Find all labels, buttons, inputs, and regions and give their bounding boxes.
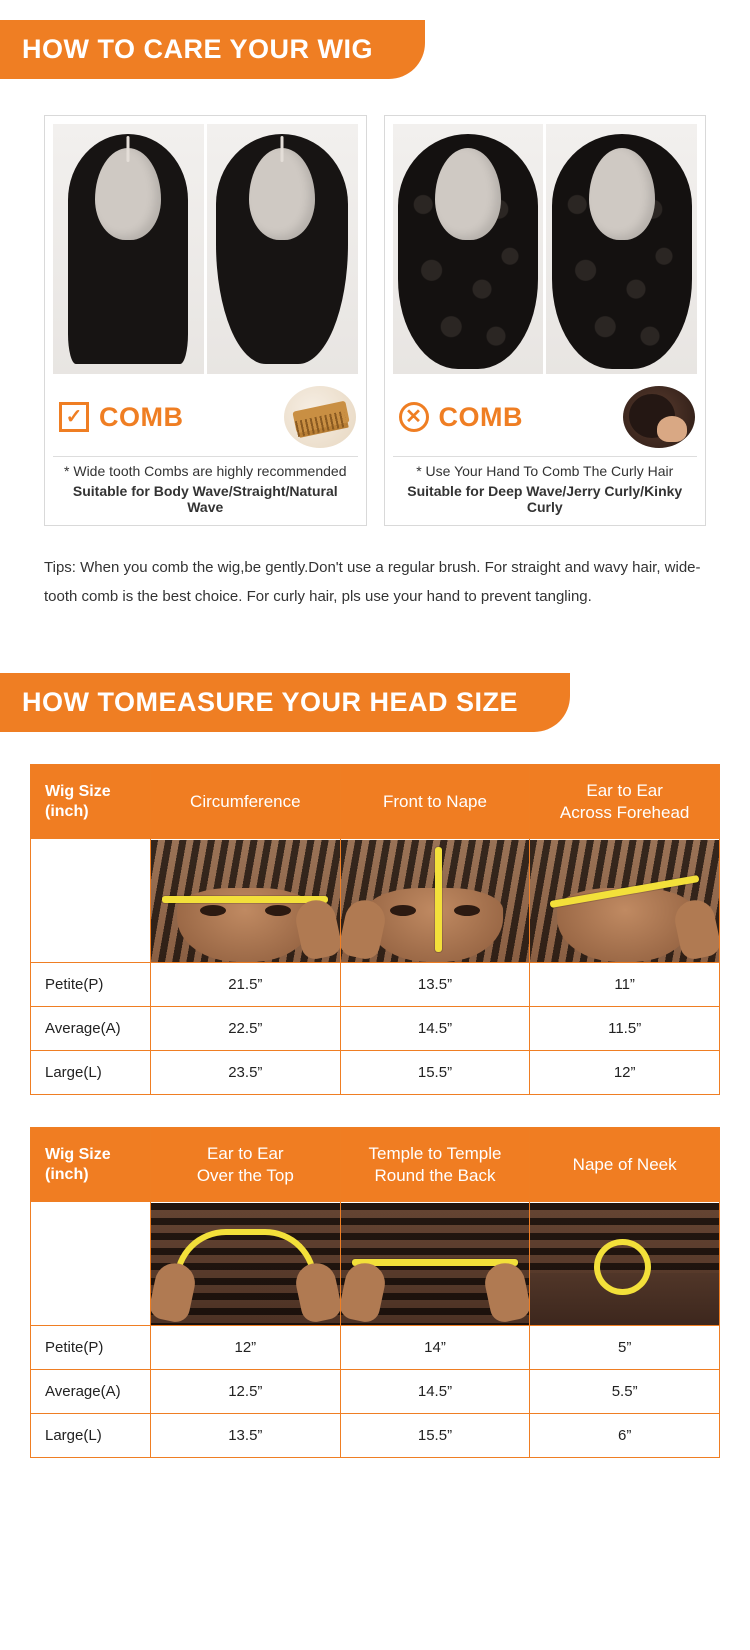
value-ear-to-ear-top-large: 13.5” bbox=[151, 1414, 341, 1458]
comb-label: COMB bbox=[99, 401, 184, 432]
header-wig-size-line1: Wig Size bbox=[45, 782, 111, 800]
care-card-1-note: * Wide tooth Combs are highly recommended bbox=[64, 463, 347, 479]
measuring-tape bbox=[594, 1239, 651, 1295]
value-nape-large: 6” bbox=[530, 1414, 720, 1458]
table-image-row bbox=[31, 839, 720, 963]
measure-photo bbox=[151, 840, 340, 962]
value-circumference-petite: 21.5” bbox=[151, 963, 341, 1007]
header-wig-size-line2: (inch) bbox=[45, 1165, 89, 1183]
header-ear-to-ear-across-forehead bbox=[530, 765, 720, 839]
header-line2: Round the Back bbox=[374, 1165, 496, 1185]
header-line1: Ear to Ear bbox=[207, 1144, 284, 1164]
measure-banner-wrap bbox=[0, 673, 750, 732]
value-front-to-nape-average: 14.5” bbox=[340, 1007, 530, 1051]
header-line1: Ear to Ear bbox=[586, 781, 663, 801]
header-wig-size bbox=[31, 765, 151, 839]
value-ear-to-ear-forehead-petite: 11” bbox=[530, 963, 720, 1007]
care-banner-wrap bbox=[0, 20, 750, 79]
measure-table-2-head bbox=[31, 1128, 720, 1202]
table-row bbox=[31, 963, 720, 1007]
table-row bbox=[31, 1051, 720, 1095]
header-temple-to-temple bbox=[340, 1128, 530, 1202]
care-card-2-photos bbox=[393, 124, 698, 374]
row-label-petite: Petite(P) bbox=[31, 1326, 151, 1370]
value-circumference-average: 22.5” bbox=[151, 1007, 341, 1051]
straight-hair-wig-photo bbox=[53, 124, 204, 374]
header-nape-of-neek: Nape of Neek bbox=[530, 1128, 720, 1202]
measure-table-1-wrap bbox=[0, 764, 750, 1095]
care-tips-text: Tips: When you comb the wig,be gently.Don't use a regular brush. For straight and wavy hair, wide-tooth comb is the best choice. For curly hair, pls use your hand to prevent tangling. bbox=[44, 559, 701, 605]
table-image-row bbox=[31, 1202, 720, 1326]
eye-left bbox=[390, 905, 416, 916]
row-label-petite: Petite(P) bbox=[31, 963, 151, 1007]
care-section-banner: HOW TO CARE YOUR WIG bbox=[0, 20, 425, 79]
value-circumference-large: 23.5” bbox=[151, 1051, 341, 1095]
value-nape-average: 5.5” bbox=[530, 1370, 720, 1414]
table-row bbox=[31, 1414, 720, 1458]
care-card-2-note: * Use Your Hand To Comb The Curly Hair bbox=[416, 463, 674, 479]
hand-combing-icon bbox=[623, 386, 695, 448]
table-header-row bbox=[31, 1128, 720, 1202]
measure-photo bbox=[341, 1203, 530, 1325]
value-ear-to-ear-forehead-average: 11.5” bbox=[530, 1007, 720, 1051]
empty-cell bbox=[31, 839, 151, 963]
divider bbox=[393, 456, 698, 457]
photo-circumference bbox=[151, 839, 341, 963]
header-line2: Across Forehead bbox=[559, 802, 690, 822]
value-ear-to-ear-top-petite: 12” bbox=[151, 1326, 341, 1370]
measure-table-2 bbox=[30, 1127, 720, 1458]
body-wave-wig-photo bbox=[207, 124, 358, 374]
measure-photo bbox=[530, 840, 719, 962]
care-card-2-note-bold: Suitable for Deep Wave/Jerry Curly/Kinky Curly bbox=[407, 483, 683, 515]
header-front-to-nape: Front to Nape bbox=[340, 765, 530, 839]
table-row bbox=[31, 1007, 720, 1051]
header-ear-to-ear-over-top bbox=[151, 1128, 341, 1202]
header-wig-size-line1: Wig Size bbox=[45, 1145, 111, 1163]
comb-label: COMB bbox=[438, 401, 523, 432]
row-label-average: Average(A) bbox=[31, 1007, 151, 1051]
value-temple-to-temple-average: 14.5” bbox=[340, 1370, 530, 1414]
care-cards-row bbox=[0, 115, 750, 526]
care-card-comb-not-recommended bbox=[384, 115, 707, 526]
care-card-comb-recommended bbox=[44, 115, 367, 526]
measure-table-1 bbox=[30, 764, 720, 1095]
measure-photo bbox=[341, 840, 530, 962]
measure-table-2-body bbox=[31, 1202, 720, 1458]
wooden-comb-icon bbox=[284, 386, 356, 448]
header-circumference: Circumference bbox=[151, 765, 341, 839]
empty-cell bbox=[31, 1202, 151, 1326]
photo-ear-to-ear-over-top bbox=[151, 1202, 341, 1326]
divider bbox=[53, 456, 358, 457]
row-label-average: Average(A) bbox=[31, 1370, 151, 1414]
table-header-row bbox=[31, 765, 720, 839]
measure-section-banner: HOW TOMEASURE YOUR HEAD SIZE bbox=[0, 673, 570, 732]
eye-right bbox=[454, 905, 480, 916]
photo-ear-to-ear-across-forehead bbox=[530, 839, 720, 963]
photo-front-to-nape bbox=[340, 839, 530, 963]
care-card-1-note-bold: Suitable for Body Wave/Straight/Natural Wave bbox=[72, 483, 338, 515]
comb-recommendation-row bbox=[53, 382, 358, 450]
eye-right bbox=[265, 905, 291, 916]
comb-warning-row bbox=[393, 382, 698, 450]
value-front-to-nape-petite: 13.5” bbox=[340, 963, 530, 1007]
header-wig-size-line2: (inch) bbox=[45, 802, 89, 820]
table-row bbox=[31, 1370, 720, 1414]
row-label-large: Large(L) bbox=[31, 1414, 151, 1458]
row-label-large: Large(L) bbox=[31, 1051, 151, 1095]
measuring-tape bbox=[352, 1259, 518, 1266]
value-ear-to-ear-top-average: 12.5” bbox=[151, 1370, 341, 1414]
table-row bbox=[31, 1326, 720, 1370]
cross-icon: ✕ bbox=[399, 402, 429, 432]
checkmark-icon: ✓ bbox=[59, 402, 89, 432]
measure-photo bbox=[530, 1203, 719, 1325]
measure-table-2-wrap bbox=[0, 1127, 750, 1458]
header-line2: Over the Top bbox=[196, 1165, 294, 1185]
header-wig-size bbox=[31, 1128, 151, 1202]
value-front-to-nape-large: 15.5” bbox=[340, 1051, 530, 1095]
hair-part-line bbox=[127, 136, 130, 162]
bottom-spacer bbox=[0, 1458, 750, 1500]
photo-nape-of-neck bbox=[530, 1202, 720, 1326]
header-line1: Temple to Temple bbox=[368, 1144, 502, 1164]
measure-table-1-body bbox=[31, 839, 720, 1095]
deep-wave-wig-photo bbox=[393, 124, 544, 374]
measuring-tape bbox=[162, 896, 328, 903]
curly-wig-photo bbox=[546, 124, 697, 374]
measuring-tape bbox=[435, 847, 442, 952]
mannequin-face bbox=[589, 148, 655, 240]
photo-temple-to-temple-round-back bbox=[340, 1202, 530, 1326]
value-temple-to-temple-large: 15.5” bbox=[340, 1414, 530, 1458]
mannequin-face bbox=[435, 148, 501, 240]
value-temple-to-temple-petite: 14” bbox=[340, 1326, 530, 1370]
measure-table-1-head bbox=[31, 765, 720, 839]
eye-left bbox=[200, 905, 226, 916]
value-nape-petite: 5” bbox=[530, 1326, 720, 1370]
care-card-1-photos bbox=[53, 124, 358, 374]
measure-photo bbox=[151, 1203, 340, 1325]
value-ear-to-ear-forehead-large: 12” bbox=[530, 1051, 720, 1095]
hair-part-line bbox=[281, 136, 284, 162]
